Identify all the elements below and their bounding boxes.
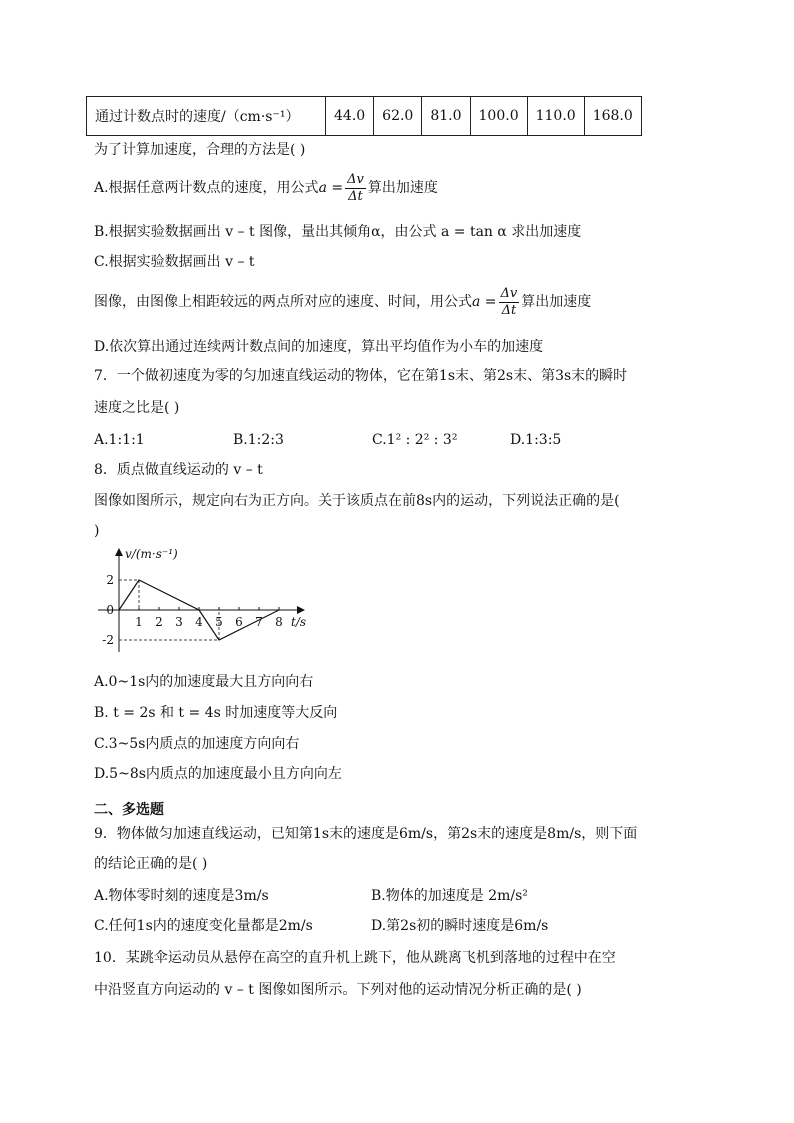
delta-fraction bbox=[345, 172, 366, 205]
q10-stem-line1: 10．某跳伞运动员从悬停在高空的直升机上跳下，他从跳离飞机到落地的过程中在空 bbox=[94, 950, 616, 966]
table-cell: 110.0 bbox=[527, 97, 584, 136]
q9-option-d: D.第2s初的瞬时速度是6m/s bbox=[371, 918, 549, 934]
q9-option-c: C.任何1s内的速度变化量都是2m/s bbox=[94, 918, 313, 934]
vt-chart bbox=[96, 544, 336, 664]
q10-stem-line2: 中沿竖直方向运动的 v – t 图像如图所示。下列对他的运动情况分析正确的是( ) bbox=[94, 982, 582, 998]
q6-option-a-tail: 算出加速度 bbox=[367, 180, 438, 196]
delta-fraction bbox=[499, 286, 520, 319]
q6-option-c-text: 图像，由图像上相距较远的两点所对应的速度、时间，用公式 bbox=[94, 294, 472, 310]
q7-stem-line2: 速度之比是( ) bbox=[94, 400, 180, 416]
q6-option-b: B.根据实验数据画出 v – t 图像，量出其倾角α，由公式 a = tan α 求出加速度 bbox=[94, 224, 582, 240]
chart-axes bbox=[98, 550, 303, 652]
y-tick-label: 0 bbox=[106, 603, 114, 617]
q7-stem-line1: 7．一个做初速度为零的匀加速直线运动的物体，它在第1s末、第2s末、第3s末的瞬时 bbox=[94, 368, 628, 384]
q9-option-a: A.物体零时刻的速度是3m/s bbox=[94, 888, 269, 904]
fraction-numerator: Δv bbox=[347, 171, 364, 187]
q6-option-c-line1: C.根据实验数据画出 v – t bbox=[94, 254, 255, 270]
q8-option-d: D.5~8s内质点的加速度最小且方向向左 bbox=[94, 766, 342, 782]
q6-option-c-tail: 算出加速度 bbox=[521, 294, 592, 310]
q9-stem-line2: 的结论正确的是( ) bbox=[94, 856, 208, 872]
q9-option-b: B.物体的加速度是 2m/s² bbox=[371, 888, 528, 904]
x-axis-label: t/s bbox=[291, 615, 307, 629]
q6-option-a-text: A.根据任意两计数点的速度，用公式 bbox=[94, 180, 319, 196]
y-axis-label: v/(m·s⁻¹) bbox=[125, 547, 178, 561]
q7-option-b: B.1:2:3 bbox=[233, 432, 284, 448]
q6-option-d: D.依次算出通过连续两计数点间的加速度，算出平均值作为小车的加速度 bbox=[94, 339, 544, 355]
x-tick-label: 5 bbox=[215, 615, 223, 629]
fraction-denominator: Δt bbox=[348, 188, 363, 204]
table-cell: 44.0 bbox=[326, 97, 374, 136]
q6-option-c-line2 bbox=[94, 284, 591, 320]
table-header-cell: 通过计数点时的速度/（cm·s⁻¹） bbox=[87, 97, 326, 136]
y-tick-label: -2 bbox=[102, 633, 114, 647]
q6-option-a bbox=[94, 170, 438, 206]
q7-option-d: D.1:3:5 bbox=[510, 432, 562, 448]
x-tick-label: 4 bbox=[195, 615, 203, 629]
x-tick-label: 8 bbox=[275, 615, 283, 629]
q6-stem: 为了计算加速度，合理的方法是( ) bbox=[94, 142, 306, 158]
x-tick-label: 2 bbox=[155, 615, 163, 629]
y-tick-label: 2 bbox=[106, 573, 114, 587]
q8-stem-line3: ) bbox=[94, 523, 100, 539]
q8-stem-line2: 图像如图所示，规定向右为正方向。关于该质点在前8s内的运动，下列说法正确的是( bbox=[94, 493, 620, 509]
q7-option-c: C.1² : 2² : 3² bbox=[372, 432, 458, 448]
x-tick-label: 6 bbox=[235, 615, 243, 629]
q6-option-a-formula: a = bbox=[318, 180, 344, 196]
table-cell: 100.0 bbox=[470, 97, 527, 136]
table-cell: 62.0 bbox=[374, 97, 422, 136]
table-row bbox=[87, 97, 642, 136]
table-cell: 81.0 bbox=[422, 97, 470, 136]
q8-option-c: C.3~5s内质点的加速度方向向右 bbox=[94, 736, 300, 752]
q9-stem-line1: 9．物体做匀加速直线运动，已知第1s末的速度是6m/s，第2s末的速度是8m/s，则下面 bbox=[94, 826, 638, 842]
q7-option-a: A.1:1:1 bbox=[94, 432, 145, 448]
q8-option-a: A.0~1s内的加速度最大且方向向右 bbox=[94, 674, 314, 690]
x-tick-label: 7 bbox=[255, 615, 263, 629]
fraction-numerator: Δv bbox=[500, 285, 518, 301]
q8-option-b: B. t = 2s 和 t = 4s 时加速度等大反向 bbox=[94, 705, 338, 721]
speed-table bbox=[86, 96, 642, 136]
q6-option-c-formula: a = bbox=[472, 294, 497, 310]
q8-stem-line1: 8．质点做直线运动的 v – t bbox=[94, 462, 263, 478]
chart-labels bbox=[102, 547, 306, 647]
fraction-denominator: Δt bbox=[501, 302, 517, 318]
table-cell: 168.0 bbox=[584, 97, 641, 136]
section-title: 二、多选题 bbox=[94, 802, 164, 818]
x-tick-label: 3 bbox=[175, 615, 183, 629]
x-tick-label: 1 bbox=[135, 615, 143, 629]
